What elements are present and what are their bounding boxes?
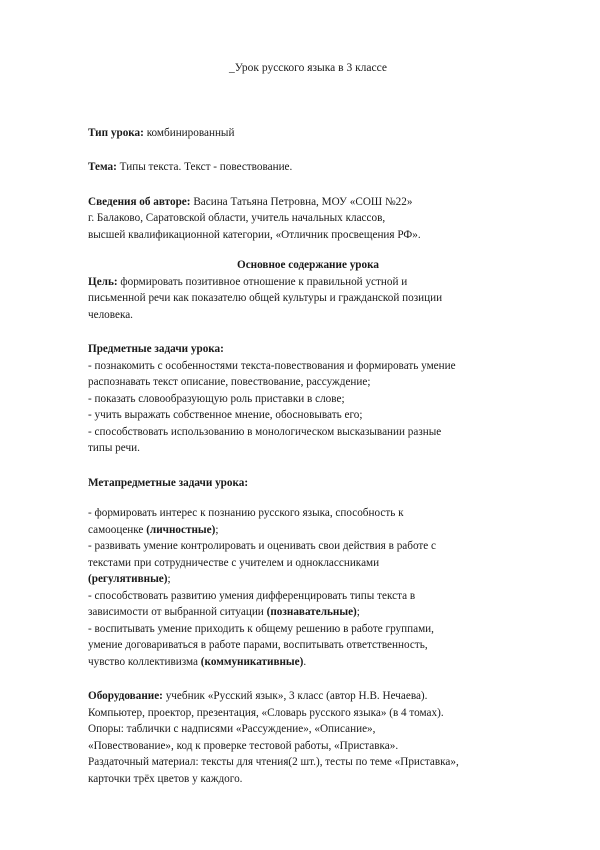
lesson-type-label: Тип урока: [88, 126, 144, 139]
punctuation: ; [167, 573, 171, 585]
subject-task-line: распознавать текст описание, повествование, рассуждение; [88, 376, 371, 388]
equipment-line2: Компьютер, проектор, презентация, «Словарь русского языка» (в 4 томах). [88, 706, 444, 719]
meta-task-p4-line2: умение договариваться в работе парами, воспитывать ответственность, [88, 639, 428, 651]
meta-task-p4-line1: - воспитывать умение приходить к общему решению в работе группами, [88, 622, 434, 635]
equipment-line1: учебник «Русский язык», 3 класс (автор Н.В. Нечаева). [162, 690, 428, 702]
page-title: _Урок русского языка в 3 классе [229, 62, 387, 74]
subject-task-line: - познакомить с особенностями текста-повествования и формировать умение [88, 359, 456, 372]
main-content-heading: Основное содержание урока [237, 259, 379, 271]
punctuation: ; [215, 523, 219, 536]
lesson-type [88, 125, 528, 142]
subject-task-line: - показать словообразующую роль приставки в слове; [88, 392, 345, 405]
equipment-line4: «Повествование», код к проверке тестовой работы, «Приставка». [88, 739, 399, 752]
equipment [88, 688, 528, 787]
document-body [88, 60, 528, 787]
subject-task-line: - учить выражать собственное мнение, обосновывать его; [88, 409, 363, 421]
meta-task-p3-line1: - способствовать развитию умения дифференцировать типы текста в [88, 589, 416, 602]
equipment-label: Оборудование: [88, 690, 163, 702]
author-line3: высшей квалификационной категории, «Отличник просвещения РФ». [88, 228, 421, 241]
personal-tag: (личностные) [146, 523, 216, 536]
goal-line3: человека. [88, 308, 133, 321]
goal-label: Цель: [88, 275, 118, 288]
goal-line2: письменной речи как показателю общей культуры и гражданской позиции [88, 292, 443, 304]
communicative-tag: (коммуникативные) [200, 655, 304, 668]
meta-task-p2-line2: текстами при сотрудничестве с учителем и одноклассниками [88, 556, 380, 569]
regulatory-tag: (регулятивные) [88, 573, 168, 585]
author-info [88, 194, 528, 244]
goal-line1: формировать позитивное отношение к правильной устной и [117, 275, 408, 288]
lesson-goal [88, 274, 528, 324]
author-line2: г. Балаково, Саратовской области, учитель начальных классов, [88, 212, 386, 224]
cognitive-tag: (познавательные) [266, 606, 357, 618]
punctuation: ; [356, 606, 360, 618]
meta-task-p1-line2: самооценке [88, 523, 147, 536]
meta-task-p3-line2: зависимости от выбранной ситуации [88, 606, 267, 618]
author-label: Сведения об авторе: [88, 195, 191, 208]
meta-tasks [88, 475, 528, 671]
meta-task-p4-line3: чувство коллективизма [88, 655, 201, 668]
punctuation: . [303, 655, 307, 668]
meta-task-p1-line1: - формировать интерес к познанию русского языка, способность к [88, 507, 404, 519]
lesson-topic [88, 159, 528, 176]
meta-tasks-heading: Метапредметные задачи урока: [88, 476, 249, 489]
topic-label: Тема: [88, 161, 117, 173]
subject-task-line: типы речи. [88, 442, 140, 454]
subject-tasks [88, 341, 528, 457]
subject-task-line: - способствовать использованию в монологическом высказывании разные [88, 425, 442, 438]
equipment-line5: Раздаточный материал: тексты для чтения(2 шт.), тесты по теме «Приставка», [88, 756, 459, 768]
meta-task-p2-line1: - развивать умение контролировать и оценивать свои действия в работе с [88, 540, 437, 552]
lesson-type-value: комбинированный [143, 126, 235, 139]
equipment-line6: карточки трёх цветов у каждого. [88, 772, 243, 785]
subject-tasks-heading: Предметные задачи урока: [88, 343, 224, 355]
topic-value: Типы текста. Текст - повествование. [116, 161, 293, 173]
author-line1: Васина Татьяна Петровна, МОУ «СОШ №22» [190, 195, 413, 208]
equipment-line3: Опоры: таблички с надписями «Рассуждение», «Описание», [88, 723, 376, 735]
